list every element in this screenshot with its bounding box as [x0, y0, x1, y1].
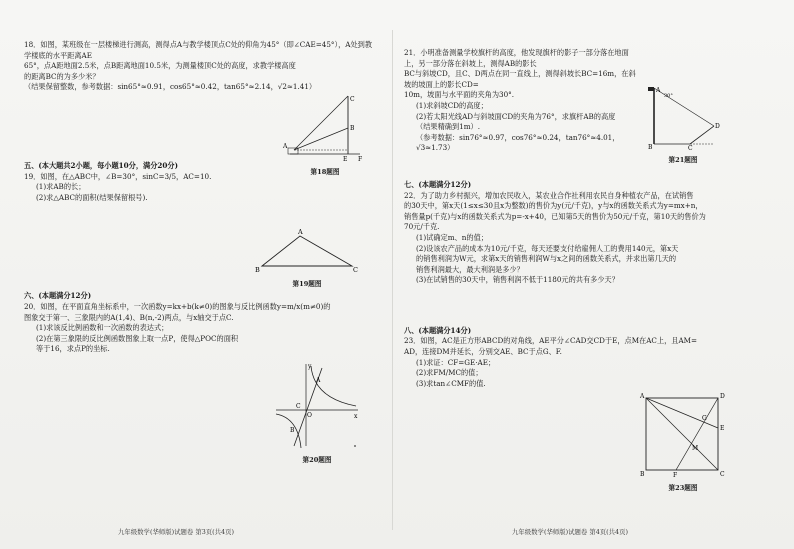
q20-line: (2)在第三象限的反比例函数图象上取一点P，使得△POC的面积 — [36, 333, 239, 343]
figure-23-caption: 第23题图 — [668, 484, 698, 492]
q22-line: 的销售利润为W元，求第x天的销售利润W与x之间的函数关系式，并求出第几天的 — [416, 254, 677, 264]
fig20-label: A — [316, 377, 321, 384]
q21-line: （参考数据：sin76°≈0.97，cos76°≈0.24，tan76°≈4.01，√3≈1.73） — [416, 132, 620, 153]
q22-line: 销售量p(千克)与x的函数关系式为p=-x+40，已知第5天的售价为50元/千克，第10天的售价为 — [404, 211, 706, 221]
fig20-label: O — [307, 412, 312, 419]
q22-line: 70元/千克. — [404, 222, 440, 232]
question-22 — [404, 191, 770, 286]
q19-line: 19．如图，在△ABC中，∠B=30°，sinC=3/5，AC=10. — [24, 171, 212, 181]
fig19-label: A — [298, 228, 303, 236]
figure-18-caption: 第18题图 — [310, 168, 340, 176]
q21-line: (1)求斜坡CD的高度； — [416, 100, 488, 110]
fig21-angle-label: 30° — [664, 93, 673, 99]
fig20-label: B — [290, 427, 295, 434]
fig23-label: D — [720, 393, 725, 400]
question-21 — [404, 48, 642, 154]
figure-23 — [638, 392, 728, 492]
q23-line: (3)求tan∠CMF的值. — [416, 378, 486, 388]
q21-line: BC与斜坡CD，且C、D两点在同一直线上，测得斜坡长BC=16m，在斜坡的坡面上的影长CD= — [404, 69, 636, 89]
section-7-heading: 七、(本题满分12分) — [404, 179, 472, 189]
section-8-heading: 八、(本题满分14分) — [404, 325, 472, 335]
fig23-label: M — [692, 445, 699, 452]
question-23 — [404, 336, 704, 389]
figure-21-diagram — [646, 84, 720, 150]
q23-line: 23．如图，AC是正方形ABCD的对角线，AE平分∠CAD交CD于E，点M在AC上，且AM= — [404, 336, 698, 346]
figure-18-diagram — [280, 92, 370, 162]
left-column — [24, 40, 376, 355]
q22-line: 的30天中，第x天(1≤x≤30且x为整数)的售价为y(元/千克)，y与x的函数关系式为y=mx+n， — [404, 201, 703, 211]
q23-line: (2)求FM/MC的值； — [416, 368, 483, 378]
fig21-label: D — [715, 123, 720, 130]
footer-right: 九年级数学(华师版)试题卷 第4页(共4页) — [512, 528, 628, 536]
q21-line: 21．小明准备测量学校旗杆的高度，他发现旗杆的影子一部分落在地面上，另一部分落在斜坡上，测得AB的影长 — [404, 48, 629, 68]
figure-20 — [272, 360, 362, 464]
figure-23-diagram — [638, 392, 728, 478]
fig23-label: G — [702, 415, 707, 422]
fig23-label: B — [640, 471, 645, 478]
fig23-label: C — [720, 471, 725, 478]
q19-line: (2)求△ABC的面积(结果保留根号). — [36, 192, 148, 202]
q19-line: (1)求AB的长； — [36, 182, 86, 192]
q22-line: (1)试确定m、n的值； — [416, 232, 488, 242]
fig23-label: F — [673, 472, 678, 478]
q22-line: 销售利润最大，最大利润是多少？ — [416, 264, 524, 274]
q18-line: 18．如图，某班级在一层楼梯进行测高，测得点A与教学楼顶点C处的仰角为45°（即∠CAE=45°），A处到教学楼底的水平距离AE — [24, 40, 373, 60]
fig18-label: E — [343, 156, 348, 162]
q21-line: （结果精确到1m）. — [416, 122, 480, 132]
question-20 — [24, 302, 376, 355]
figure-19 — [252, 228, 362, 290]
figure-21-caption: 第21题图 — [668, 156, 698, 164]
fig20-label: x — [354, 413, 358, 420]
figure-20-diagram — [272, 360, 362, 450]
q23-line: (1)求证：CF=GE·AE； — [416, 357, 496, 367]
q20-line: 等于16，求点P的坐标. — [36, 344, 110, 354]
figure-19-diagram — [252, 228, 362, 274]
q22-line: (3)在试销售的30天中，销售利润不低于1180元的共有多少天？ — [416, 275, 619, 285]
q18-line: （结果保留整数，参考数据：sin65°≈0.91，cos65°≈0.42，tan65°≈2.14，√2≈1.41） — [24, 82, 317, 92]
figure-19-caption: 第19题图 — [292, 280, 322, 288]
section-5-heading: 五、(本大题共2小题，每小题10分，满分20分) — [24, 160, 178, 170]
fig21-label: A — [656, 87, 661, 94]
fig21-label: B — [648, 144, 653, 150]
fig23-label: E — [720, 425, 725, 432]
figure-18 — [280, 92, 370, 176]
footer-left: 九年级数学(华师版)试题卷 第3页(共4页) — [118, 528, 234, 536]
fig21-label: C — [688, 145, 693, 150]
fig23-label: A — [640, 393, 645, 400]
fig18-label: F — [358, 156, 363, 162]
q22-line: 22．为了助力乡村振兴，增加农民收入，某农业合作社利用农民自身种植农产品，在试销售 — [404, 190, 694, 200]
question-18 — [24, 40, 376, 93]
page-divider — [392, 30, 393, 530]
q20-line: (1)求该反比例函数和一次函数的表达式； — [36, 323, 169, 333]
section-6-heading: 六、(本题满分12分) — [24, 291, 92, 301]
q20-line: 20．如图，在平面直角坐标系中，一次函数y=kx+b(k≠0)的图象与反比例函数y=m/x(m≠0)的 — [24, 301, 331, 311]
fig19-label: C — [353, 266, 358, 274]
fig19-label: B — [255, 266, 260, 274]
q20-line: 图象交于第一、三象限内的A(1,4)、B(n,-2)两点，与x轴交于点C. — [24, 312, 234, 322]
q22-line: (2)设该农产品的成本为10元/千克，每天还要支付给雇佣人工的费用140元，第x天 — [416, 243, 679, 253]
fig20-label: y — [308, 363, 312, 370]
q23-line: AD，连接DM并延长，分别交AE、BC于点G、F. — [404, 347, 562, 357]
question-19 — [24, 172, 376, 204]
fig20-label: C — [296, 403, 301, 410]
q18-line: 的距离BC的为多少米？ — [24, 71, 100, 81]
figure-20-caption: 第20题图 — [302, 456, 332, 464]
q21-line: 10m，坡面与水平面的夹角为30°. — [404, 90, 515, 100]
q21-line: (2)若太阳光线AD与斜坡面CD的夹角为76°，求旗杆AB的高度 — [416, 111, 616, 121]
fig18-label: C — [350, 96, 355, 103]
fig18-label: A — [283, 143, 288, 150]
fig18-label: B — [350, 125, 355, 132]
q18-line: 65°，点A距地面2.5米，点B距离地面10.5米，为测量楼顶C处的高度，求教学楼高度 — [24, 61, 296, 71]
figure-21 — [646, 84, 720, 162]
